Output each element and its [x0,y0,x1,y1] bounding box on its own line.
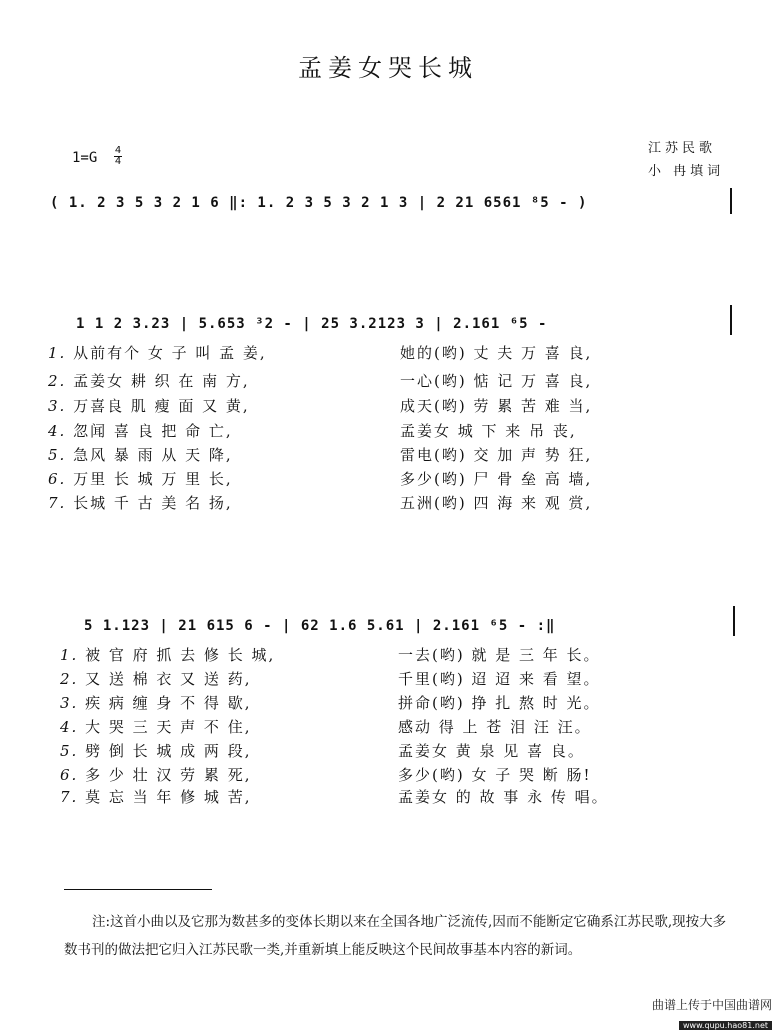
verse-number: 5. [60,742,79,760]
verse-b-5 [60,740,251,761]
verse-a-6 [48,468,233,489]
verse-number: 7. [48,494,67,512]
verse-number: 3. [60,694,79,712]
verse-b-2-right: 千里(哟) 迢 迢 来 看 望。 [398,670,601,688]
verse-b-4-right: 感动 得 上 苍 泪 汪 汪。 [398,718,592,736]
verse-left-text: 万喜良 肌 瘦 面 又 黄, [73,397,250,415]
song-source: 江苏民歌 [648,141,717,156]
verse-left-text: 急风 暴 雨 从 天 降, [73,446,233,464]
footnote: 注:这首小曲以及它那为数甚多的变体长期以来在全国各地广泛流传,因而不能断定它确系江苏民歌,现按大多数书刊的做法把它归入江苏民歌一类,并重新填上能反映这个民间故事基本内容的新词。 [64,914,727,958]
verse-a-5-right: 雷电(哟) 交 加 声 势 狂, [400,446,593,464]
verse-a-1-right: 她的(哟) 丈 夫 万 喜 良, [400,344,593,362]
watermark-url: www.qupu.hao81.net [679,1021,772,1030]
verse-number: 6. [48,470,67,488]
footnote-divider [64,889,212,890]
song-title: 孟姜女哭长城 [298,54,478,82]
notation-line-1: 1 1 2 3.23 | 5.653 ³2 - | 25 3.2123 3 | 2.161 ⁶5 - [76,316,548,332]
verse-a-4-right: 孟姜女 城 下 来 吊 丧, [400,422,577,440]
verse-a-2 [48,370,250,391]
time-signature-bottom: 4 [114,156,122,167]
verse-a-5 [48,444,233,465]
verse-number: 2. [60,670,79,688]
intro-notation: ( 1. 2 3 5 3 2 1 6 ‖: 1. 2 3 5 3 2 1 3 | 2 21 6561 ⁸5 - ) [50,195,588,211]
verse-a-3-right: 成天(哟) 劳 累 苦 难 当, [400,397,593,415]
site-watermark [652,996,772,1032]
verse-b-6-right: 多少(哟) 女 子 哭 断 肠! [398,766,592,784]
verse-b-3-right: 拼命(哟) 挣 扎 熬 时 光。 [398,694,601,712]
verse-number: 4. [60,718,79,736]
watermark-site-name: 曲谱上传于中国曲谱网 [651,998,772,1012]
verse-b-1-right: 一去(哟) 就 是 三 年 长。 [398,646,601,664]
verse-number: 5. [48,446,67,464]
verse-left-text: 大 哭 三 天 声 不 住, [85,718,252,736]
verse-a-2-right: 一心(哟) 惦 记 万 喜 良, [400,372,593,390]
key-signature: 1=G [72,150,98,166]
verse-left-text: 长城 千 古 美 名 扬, [73,494,233,512]
verse-b-2 [60,668,251,689]
verse-b-7 [60,786,251,807]
line1-end-barline [730,305,732,335]
notation-line-2: 5 1.123 | 21 615 6 - | 62 1.6 5.61 | 2.161 ⁶5 - :‖ [84,618,556,634]
verse-a-1 [48,342,267,363]
verse-left-text: 孟姜女 耕 织 在 南 方, [73,372,250,390]
verse-left-text: 又 送 棉 衣 又 送 药, [85,670,252,688]
time-signature [114,146,122,167]
verse-number: 4. [48,422,67,440]
verse-a-7 [48,492,233,513]
verse-left-text: 万里 长 城 万 里 长, [73,470,233,488]
verse-a-4 [48,420,233,441]
verse-number: 6. [60,766,79,784]
verse-left-text: 疾 病 缠 身 不 得 歇, [85,694,252,712]
time-signature-top: 4 [114,145,122,156]
verse-b-4 [60,716,251,737]
line2-end-barline [733,606,735,636]
verse-left-text: 被 官 府 抓 去 修 长 城, [85,646,276,664]
verse-a-3 [48,395,250,416]
verse-b-5-right: 孟姜女 黄 泉 见 喜 良。 [398,742,585,760]
verse-left-text: 多 少 壮 汉 劳 累 死, [85,766,252,784]
verse-number: 3. [48,397,67,415]
verse-number: 2. [48,372,67,390]
verse-left-text: 莫 忘 当 年 修 城 苦, [85,788,252,806]
verse-a-7-right: 五洲(哟) 四 海 来 观 赏, [400,494,593,512]
verse-b-1 [60,644,275,665]
verse-a-6-right: 多少(哟) 尸 骨 垒 高 墙, [400,470,593,488]
verse-number: 1. [48,344,67,362]
verse-left-text: 劈 倒 长 城 成 两 段, [85,742,252,760]
verse-b-7-right: 孟姜女 的 故 事 永 传 唱。 [398,788,609,806]
intro-end-barline [730,188,732,214]
verse-b-6 [60,764,251,785]
verse-b-3 [60,692,251,713]
verse-number: 7. [60,788,79,806]
verse-number: 1. [60,646,79,664]
lyricist-credit: 小 冉填词 [648,164,725,179]
verse-left-text: 忽闻 喜 良 把 命 亡, [73,422,233,440]
verse-left-text: 从前有个 女 子 叫 孟 姜, [73,344,267,362]
